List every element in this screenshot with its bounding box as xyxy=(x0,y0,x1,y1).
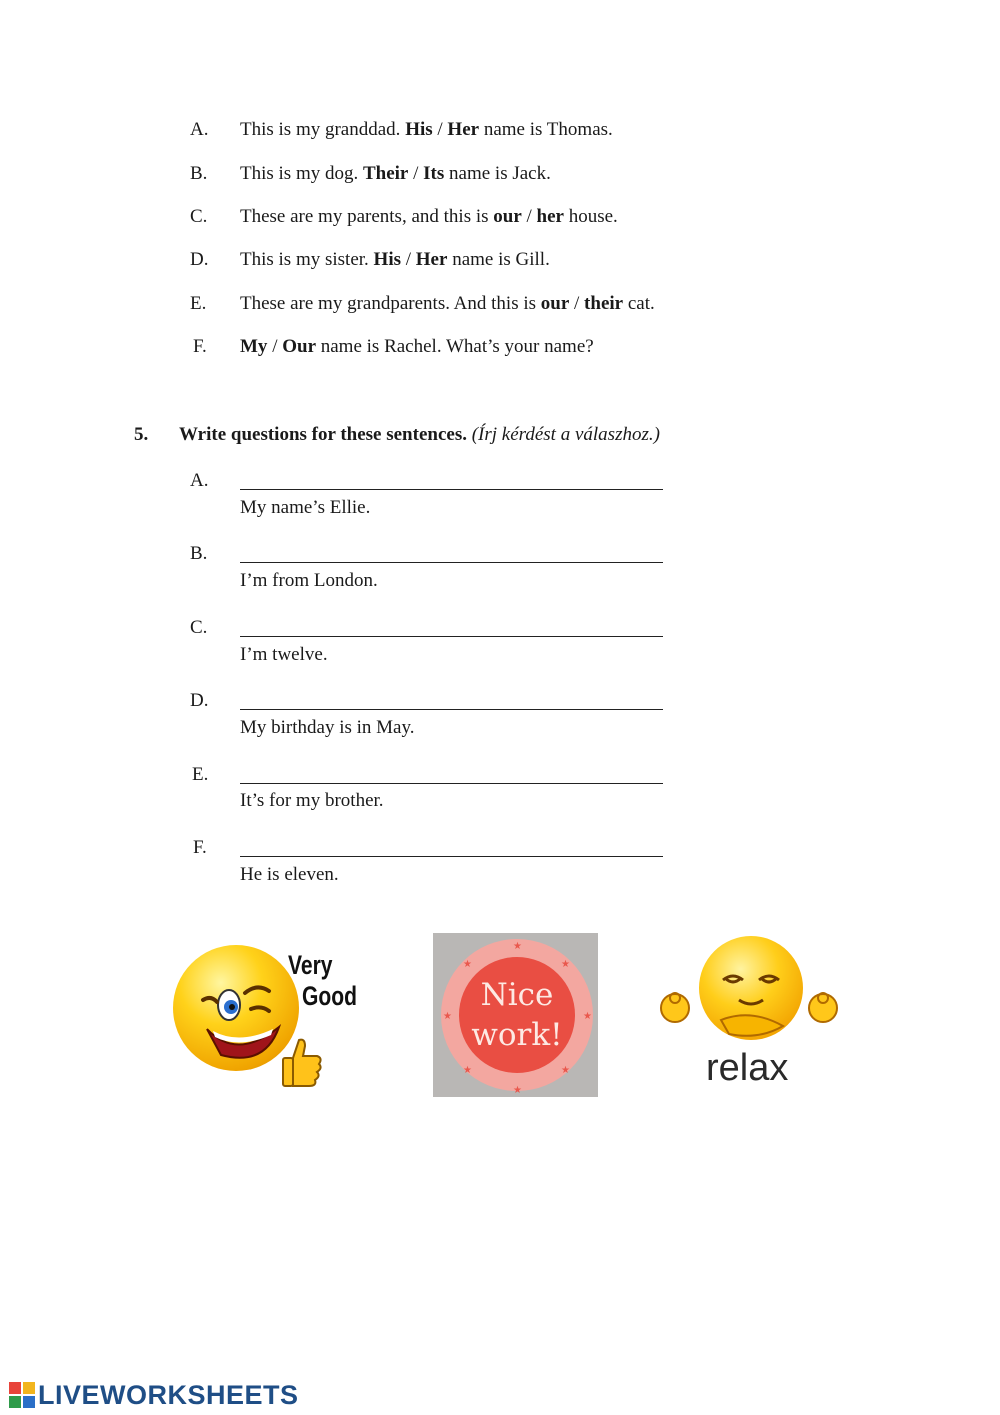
given-answer: I’m twelve. xyxy=(240,644,328,665)
right-hand-icon xyxy=(803,986,843,1026)
sticker-text-line2: Good xyxy=(302,981,357,1011)
relaxed-emoji-icon xyxy=(699,936,803,1040)
item-letter: B. xyxy=(190,163,208,184)
option-1[interactable]: My xyxy=(240,336,268,357)
answer-blank[interactable] xyxy=(240,856,663,857)
item-letter: C. xyxy=(190,206,208,227)
answer-blank[interactable] xyxy=(240,636,663,637)
exercise-5-heading xyxy=(134,421,660,449)
left-hand-icon xyxy=(655,986,695,1026)
svg-text:★: ★ xyxy=(583,1011,592,1022)
exercise-number: 5. xyxy=(134,424,149,445)
liveworksheets-logo-icon xyxy=(8,1381,36,1409)
svg-text:★: ★ xyxy=(513,1085,522,1096)
answer-blank[interactable] xyxy=(240,709,663,710)
badge-text-line2: work! xyxy=(471,1017,563,1053)
very-good-sticker xyxy=(171,930,361,1095)
given-answer: It’s for my brother. xyxy=(240,790,384,811)
item-letter: B. xyxy=(190,543,208,564)
item-letter: D. xyxy=(190,249,209,270)
exercise-title: Write questions for these sentences. xyxy=(179,424,467,445)
item-letter: F. xyxy=(193,837,207,858)
sticker-label: relax xyxy=(706,1047,789,1089)
option-1[interactable]: His xyxy=(405,119,433,140)
item-sentence: My / Our name is Rachel. What’s your name? xyxy=(240,336,594,357)
item-sentence: These are my parents, and this is our / her house. xyxy=(240,206,618,227)
footer-brand xyxy=(8,1379,299,1411)
option-1[interactable]: our xyxy=(540,293,570,314)
option-2[interactable]: Her xyxy=(415,249,448,270)
answer-blank[interactable] xyxy=(240,783,663,784)
thumbs-up-icon xyxy=(279,1036,323,1088)
option-1[interactable]: our xyxy=(493,206,522,227)
item-sentence: This is my granddad. His / Her name is Thomas. xyxy=(240,119,613,140)
relax-sticker xyxy=(653,930,845,1100)
given-answer: My name’s Ellie. xyxy=(240,497,371,518)
item-sentence: This is my sister. His / Her name is Gill. xyxy=(240,249,550,270)
item-letter: A. xyxy=(190,470,209,491)
item-letter: D. xyxy=(190,690,209,711)
star-border-icon xyxy=(433,933,598,1097)
item-letter: A. xyxy=(190,119,209,140)
exercise-hint: (Írj kérdést a válaszhoz.) xyxy=(471,424,660,445)
svg-text:★: ★ xyxy=(561,959,570,970)
option-1[interactable]: His xyxy=(373,249,401,270)
option-2[interactable]: their xyxy=(584,293,624,314)
option-2[interactable]: Her xyxy=(447,119,480,140)
svg-text:★: ★ xyxy=(561,1065,570,1076)
svg-text:★: ★ xyxy=(513,941,522,952)
item-sentence: These are my grandparents. And this is our / their cat. xyxy=(240,293,655,314)
given-answer: I’m from London. xyxy=(240,570,378,591)
item-letter: C. xyxy=(190,617,208,638)
answer-blank[interactable] xyxy=(240,489,663,490)
item-letter: E. xyxy=(190,293,207,314)
option-2[interactable]: Our xyxy=(282,336,316,357)
item-letter: E. xyxy=(192,764,209,785)
svg-text:★: ★ xyxy=(463,959,472,970)
nice-work-sticker xyxy=(433,933,598,1097)
given-answer: My birthday is in May. xyxy=(240,717,415,738)
badge-text-line1: Nice xyxy=(480,977,554,1013)
answer-blank[interactable] xyxy=(240,562,663,563)
svg-text:★: ★ xyxy=(443,1011,452,1022)
item-letter: F. xyxy=(193,336,207,357)
item-sentence: This is my dog. Their / Its name is Jack. xyxy=(240,163,551,184)
option-1[interactable]: Their xyxy=(362,163,409,184)
sticker-text-line1: Very xyxy=(288,950,333,980)
option-2[interactable]: her xyxy=(536,206,564,227)
svg-text:★: ★ xyxy=(463,1065,472,1076)
given-answer: He is eleven. xyxy=(240,864,339,885)
option-2[interactable]: Its xyxy=(423,163,445,184)
brand-name: LIVEWORKSHEETS xyxy=(38,1379,299,1410)
